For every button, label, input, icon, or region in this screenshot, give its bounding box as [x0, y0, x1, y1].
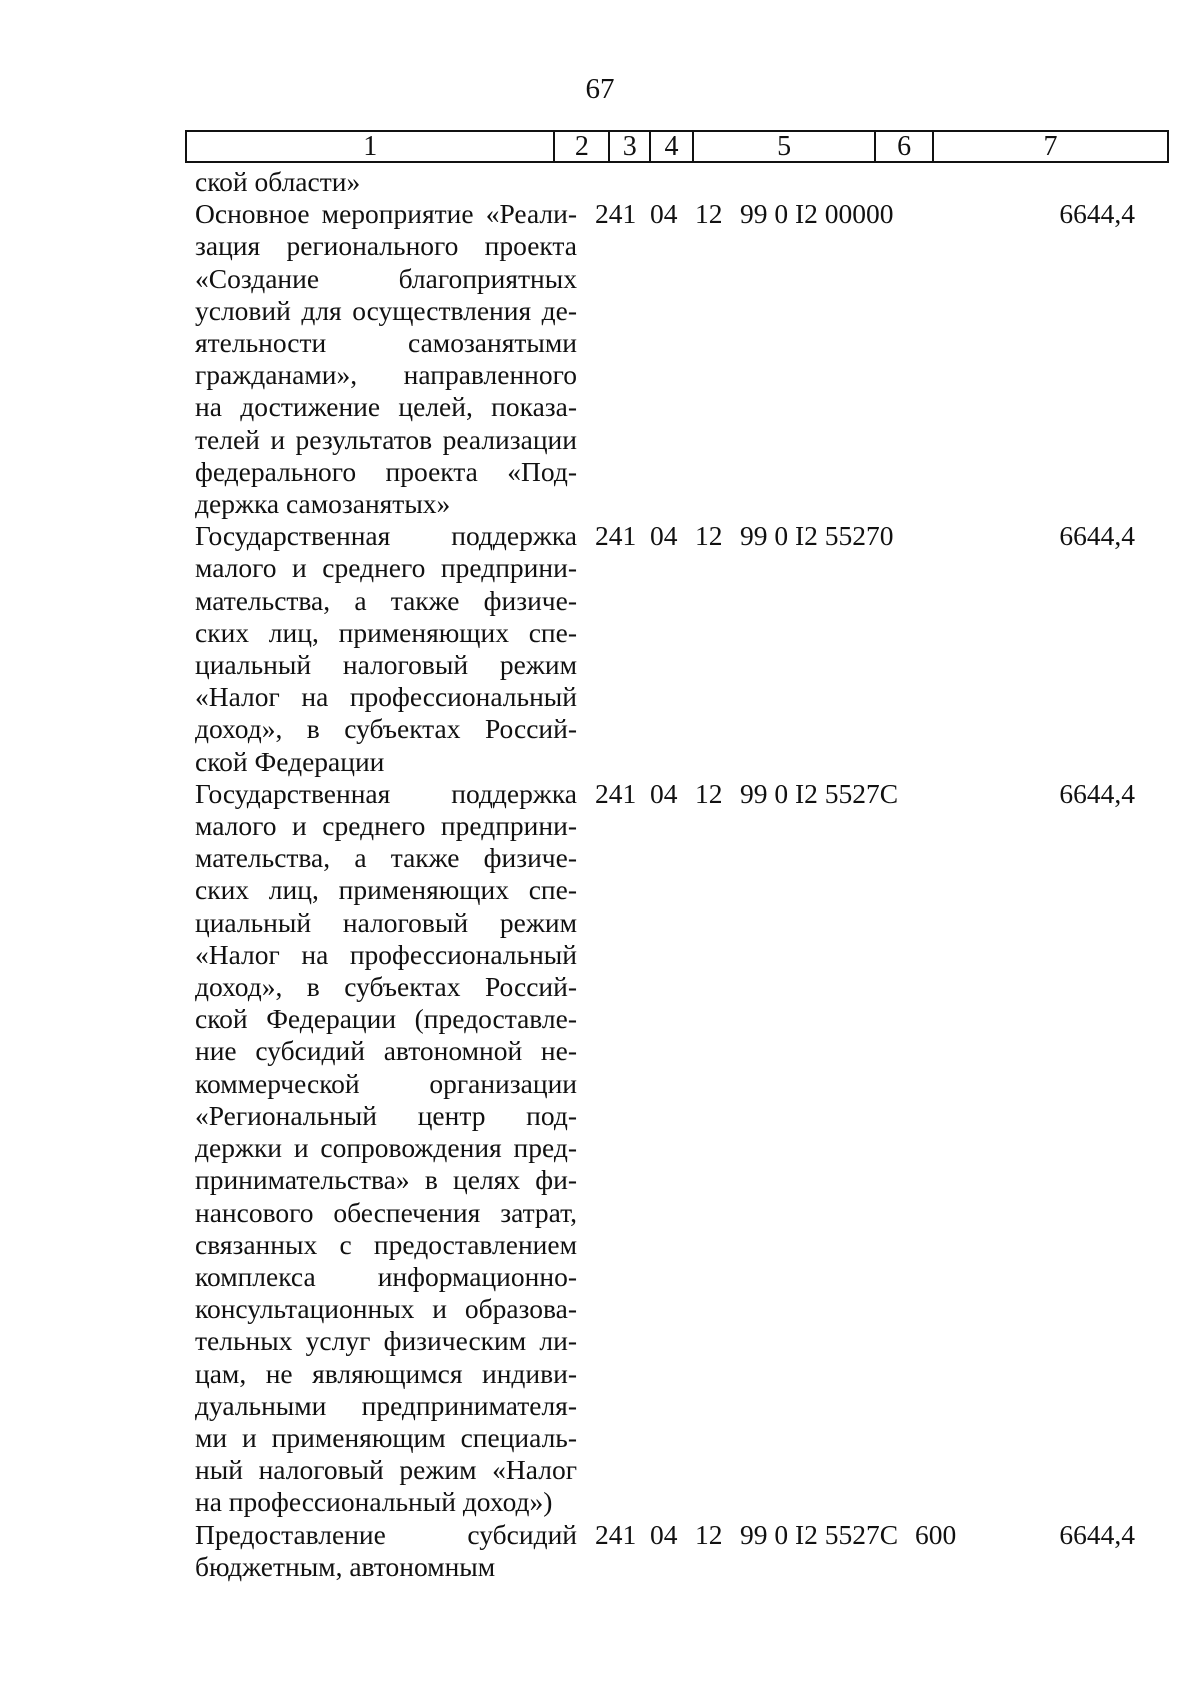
- description-line: телей и результатов реализации: [195, 423, 577, 455]
- row-cell-c2: 241: [595, 198, 637, 230]
- description-line: ских лиц, применяющих спе-: [195, 874, 577, 906]
- page-number: 67: [585, 73, 615, 105]
- description-line: ятельности самозанятыми: [195, 327, 577, 359]
- row-cell-c7: 6644,4: [1059, 198, 1135, 230]
- row-cell-c5: 99 0 I2 55270: [740, 520, 894, 552]
- description-line: Государственная поддержка: [195, 520, 577, 552]
- description-line: бюджетным, автономным: [195, 1550, 496, 1582]
- row-cell-c4: 12: [695, 777, 723, 809]
- header-col-7: 7: [1043, 131, 1058, 162]
- row-cell-c2: 241: [595, 1518, 637, 1550]
- description-line: ской Федерации (предоставле-: [195, 1003, 577, 1035]
- description-line: Основное мероприятие «Реали-: [195, 198, 577, 230]
- description-line: коммерческой организации: [195, 1067, 577, 1099]
- header-col-1: 1: [187, 132, 555, 161]
- description-line: ми и применяющим специаль-: [195, 1421, 577, 1453]
- description-line: мательства, а также физиче-: [195, 584, 577, 616]
- row-cell-c2: 241: [595, 777, 637, 809]
- row-cell-c4: 12: [695, 1518, 723, 1550]
- description-line: связанных с предоставлением: [195, 1228, 577, 1260]
- table-row: [195, 166, 1155, 198]
- row-cell-c5: 99 0 I2 00000: [740, 198, 894, 230]
- description-line: на профессиональный доход»): [195, 1486, 553, 1518]
- header-col-4: 4: [651, 132, 694, 161]
- header-col-2: 2: [555, 132, 610, 161]
- description-line: держки и сопровождения пред-: [195, 1132, 577, 1164]
- description-line: Государственная поддержка: [195, 777, 577, 809]
- table-header-row: [185, 130, 1169, 163]
- header-col-5: 5: [694, 132, 876, 161]
- header-col-3: 3: [610, 132, 651, 161]
- description-line: «Налог на профессиональный: [195, 938, 577, 970]
- description-line: «Создание благоприятных: [195, 262, 577, 294]
- table-row: [195, 520, 1155, 778]
- description-line: условий для осуществления де-: [195, 294, 577, 326]
- description-line: зация регионального проекта: [195, 230, 577, 262]
- header-col-6: 6: [876, 132, 934, 161]
- row-cell-c7: 6644,4: [1059, 1518, 1135, 1550]
- description-line: принимательства» в целях фи-: [195, 1164, 577, 1196]
- table-row: [195, 198, 1155, 520]
- description-line: федерального проекта «Под-: [195, 455, 577, 487]
- description-line: «Налог на профессиональный: [195, 681, 577, 713]
- table-body: [195, 166, 1155, 1583]
- row-cell-c7: 6644,4: [1059, 520, 1135, 552]
- description-line: комплекса информационно-: [195, 1260, 577, 1292]
- description-line: ный налоговый режим «Налог: [195, 1454, 577, 1486]
- row-cell-c5: 99 0 I2 5527C: [740, 1518, 899, 1550]
- description-line: гражданами», направленного: [195, 359, 577, 391]
- description-line: консультационных и образова-: [195, 1293, 577, 1325]
- description-line: ние субсидий автономной не-: [195, 1035, 577, 1067]
- description-line: «Региональный центр под-: [195, 1099, 577, 1131]
- row-cell-c5: 99 0 I2 5527C: [740, 777, 899, 809]
- row-description: [195, 166, 577, 198]
- row-description: [195, 198, 577, 520]
- description-line: доход», в субъектах Россий-: [195, 713, 577, 745]
- description-line: на достижение целей, показа-: [195, 391, 577, 423]
- row-cell-c4: 12: [695, 520, 723, 552]
- row-cell-c3: 04: [650, 1518, 678, 1550]
- row-description: [195, 1519, 577, 1583]
- description-line: малого и среднего предприни-: [195, 552, 577, 584]
- row-cell-c3: 04: [650, 777, 678, 809]
- row-cell-c3: 04: [650, 520, 678, 552]
- description-line: ской области»: [195, 166, 361, 197]
- row-cell-c7: 6644,4: [1059, 777, 1135, 809]
- description-line: циальный налоговый режим: [195, 906, 577, 938]
- description-line: циальный налоговый режим: [195, 649, 577, 681]
- description-line: цам, не являющимся индиви-: [195, 1357, 577, 1389]
- description-line: держка самозанятых»: [195, 488, 451, 520]
- description-line: тельных услуг физическим ли-: [195, 1325, 577, 1357]
- row-cell-c4: 12: [695, 198, 723, 230]
- row-description: [195, 778, 577, 1519]
- description-line: Предоставление субсидий: [195, 1518, 577, 1550]
- description-line: ской Федерации: [195, 745, 385, 777]
- row-cell-c3: 04: [650, 198, 678, 230]
- description-line: дуальными предпринимателя-: [195, 1389, 577, 1421]
- description-line: доход», в субъектах Россий-: [195, 971, 577, 1003]
- row-cell-c6: 600: [915, 1518, 957, 1550]
- description-line: нансового обеспечения затрат,: [195, 1196, 577, 1228]
- description-line: малого и среднего предприни-: [195, 810, 577, 842]
- description-line: мательства, а также физиче-: [195, 842, 577, 874]
- row-cell-c2: 241: [595, 520, 637, 552]
- row-description: [195, 520, 577, 778]
- description-line: ских лиц, применяющих спе-: [195, 616, 577, 648]
- table-row: [195, 778, 1155, 1519]
- table-row: [195, 1519, 1155, 1583]
